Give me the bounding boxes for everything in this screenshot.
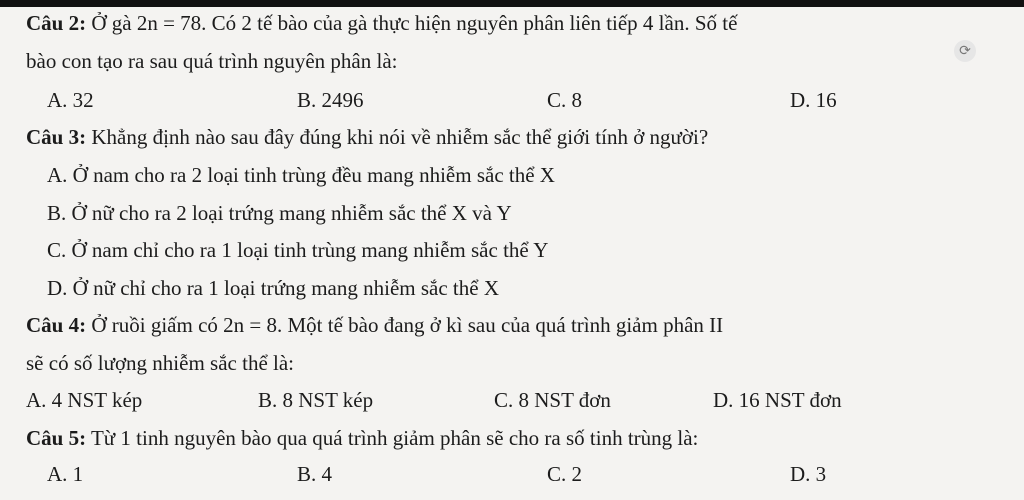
question-4-line-2: sẽ có số lượng nhiễm sắc thể là: (26, 351, 295, 375)
question-5-number: Câu 5: (26, 426, 87, 450)
question-2-option-d: D. 16 (790, 88, 837, 112)
question-2-text: Ở gà 2n = 78. Có 2 tế bào của gà thực hiện nguyên phân liên tiếp 4 lần. Số tế (86, 11, 738, 35)
question-3-number: Câu 3: (26, 125, 87, 149)
question-3-text: Khẳng định nào sau đây đúng khi nói về nhiễm sắc thể giới tính ở người? (86, 125, 709, 149)
question-3-option-b: B. Ở nữ cho ra 2 loại trứng mang nhiễm sắc thể X và Y (47, 201, 512, 225)
question-4-option-b: B. 8 NST kép (258, 388, 374, 412)
question-3-option-a: A. Ở nam cho ra 2 loại tinh trùng đều mang nhiễm sắc thể X (47, 163, 555, 187)
refresh-icon[interactable]: ⟳ (954, 40, 976, 62)
question-3-line-1 (26, 124, 708, 150)
question-4-number: Câu 4: (26, 313, 87, 337)
question-3-option-c: C. Ở nam chỉ cho ra 1 loại tinh trùng mang nhiễm sắc thể Y (47, 238, 549, 262)
question-4-text: Ở ruồi giấm có 2n = 8. Một tế bào đang ở kì sau của quá trình giảm phân II (86, 313, 724, 337)
question-2-option-a: A. 32 (47, 88, 94, 112)
question-4-line-1 (26, 312, 723, 338)
question-5-option-a: A. 1 (47, 462, 84, 486)
question-5-option-d: D. 3 (790, 462, 827, 486)
question-2-line-2: bào con tạo ra sau quá trình nguyên phân là: (26, 49, 398, 73)
question-5-option-b: B. 4 (297, 462, 333, 486)
question-4-option-d: D. 16 NST đơn (713, 388, 842, 412)
question-2-number: Câu 2: (26, 11, 87, 35)
question-5-line-1 (26, 425, 698, 451)
question-2-line-1 (26, 10, 737, 36)
question-4-option-a: A. 4 NST kép (26, 388, 143, 412)
question-3-option-d: D. Ở nữ chỉ cho ra 1 loại trứng mang nhiễm sắc thể X (47, 276, 499, 300)
question-2-option-b: B. 2496 (297, 88, 364, 112)
question-5-option-c: C. 2 (547, 462, 583, 486)
question-5-text: Từ 1 tinh nguyên bào qua quá trình giảm phân sẽ cho ra số tinh trùng là: (86, 426, 699, 450)
question-4-option-c: C. 8 NST đơn (494, 388, 611, 412)
question-2-option-c: C. 8 (547, 88, 583, 112)
